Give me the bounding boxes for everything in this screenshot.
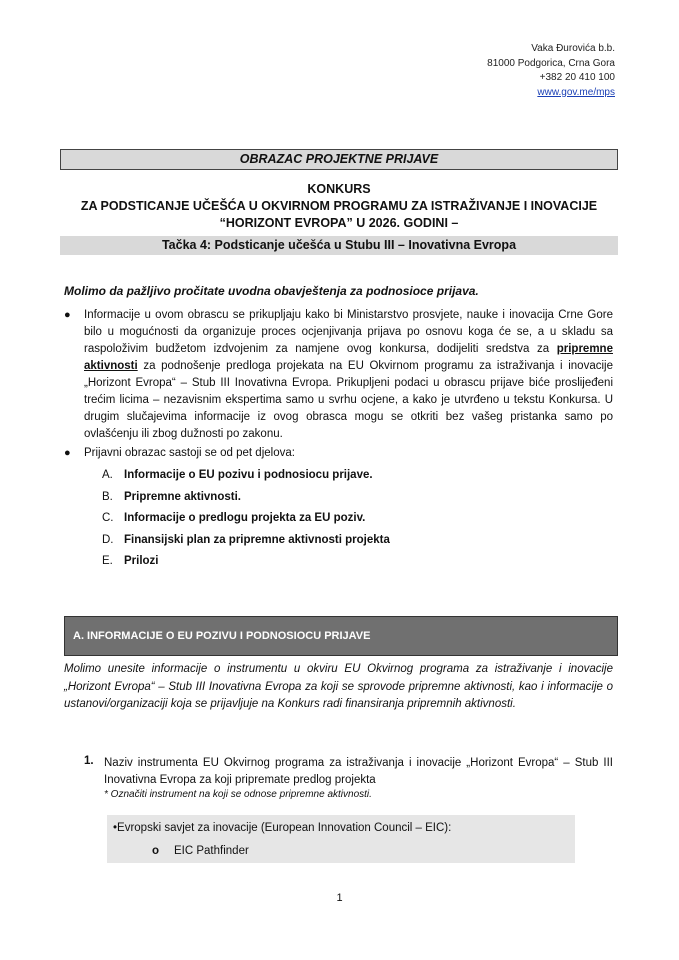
intro-notice: Molimo da pažljivo pročitate uvodna obavještenja za podnosioce prijava. [64,284,479,298]
bullet-icon: ● [64,447,71,459]
option-group-label: •Evropski savjet za inovacije (European Innovation Council – EIC): [113,822,452,834]
info-paragraph [84,307,613,443]
bullet-icon: ● [64,309,71,321]
list-item: D. Finansijski plan za pripremne aktivnosti projekta [102,533,390,546]
list-item: A. Informacije o EU pozivu i podnosiocu prijave. [102,469,373,481]
konkurs-heading [60,181,618,232]
list-item: E. Prilozi [102,555,159,567]
konkurs-line3: “HORIZONT EVROPA” U 2026. GODINI – [219,216,459,230]
parts-list [102,465,390,573]
section-a-description: Molimo unesite informacije o instrumentu u okviru EU Okvirnog programa za istraživanje i inovacije „Horizont Evropa“ – Stub III Inovativna Evropa za koji se sprovode pripremne aktivnosti, kao i informacije o ustanovi/organizaciji koja se prijavljuje na Konkurs radi finansiranja pripremnih aktivnosti. [64,663,613,710]
konkurs-line2: ZA PODSTICANJE UČEŠĆA U OKVIRNOM PROGRAMU ZA ISTRAŽIVANJE I INOVACIJE [80,199,598,213]
info-emphasis: pripremne aktivnosti [84,343,613,372]
konkurs-line1: KONKURS [307,182,371,196]
address-city: 81000 Podgorica, Crna Gora [487,57,615,69]
parts-intro: Prijavni obrazac sastoji se od pet djelova: [84,447,295,459]
option-eic-pathfinder[interactable] [152,845,249,857]
circle-bullet-icon: o [152,845,160,857]
website-link[interactable]: www.gov.me/mps [537,86,615,98]
option-label: EIC Pathfinder [174,845,249,857]
list-item: B. Pripremne aktivnosti. [102,490,241,503]
list-item: C. Informacije o predlogu projekta za EU poziv. [102,512,366,524]
info-text-after: za podnošenje predloga projekata na EU Okvirnom programu za istraživanja i inovacije „Horizont Evropa“ – Stub III Inovativna Evropa. Prikupljeni podaci u obrascu prijave biće proslijeđeni trećim licima – nezavisnim ekspertima samo u svrhu ocjene, a kako je utvrđeno u tekstu Konkursa. U drugim slučajevima informacije iz ovog obrasca mogu se otkriti bez vašeg pristanka samo po ovlašćenju ili zbog dužnosti po zakonu. [84,360,613,440]
form-title: OBRAZAC PROJEKTNE PRIJAVE [60,149,618,170]
address-street: Vaka Đurovića b.b. [531,43,615,54]
address-phone: +382 20 410 100 [539,72,615,83]
question-text: Naziv instrumenta EU Okvirnog programa za istraživanja i inovacije „Horizont Evropa“ – Stub III Inovativna Evropa za koji pripremate predlog projekta [104,757,613,786]
section-a-header: A. INFORMACIJE O EU POZIVU I PODNOSIOCU PRIJAVE [64,616,618,656]
address-block [487,42,615,100]
question-number: 1. [84,755,94,767]
tacka-heading: Tačka 4: Podsticanje učešća u Stubu III – Inovativna Evropa [60,236,618,255]
question-note: * Označiti instrument na koji se odnose pripremne aktivnosti. [104,789,372,800]
info-text-before: Informacije u ovom obrascu se prikupljaju kako bi Ministarstvo prosvjete, nauke i inovacija Crne Gore bilo u mogućnosti da organizuje proces ocjenjivanja prijava po osnovu koga će se, a u skladu sa raspoloživim budžetom izdvojenim za namjene ovog konkursa, dodijeliti sredstva za [84,309,613,355]
page-number: 1 [336,892,343,904]
